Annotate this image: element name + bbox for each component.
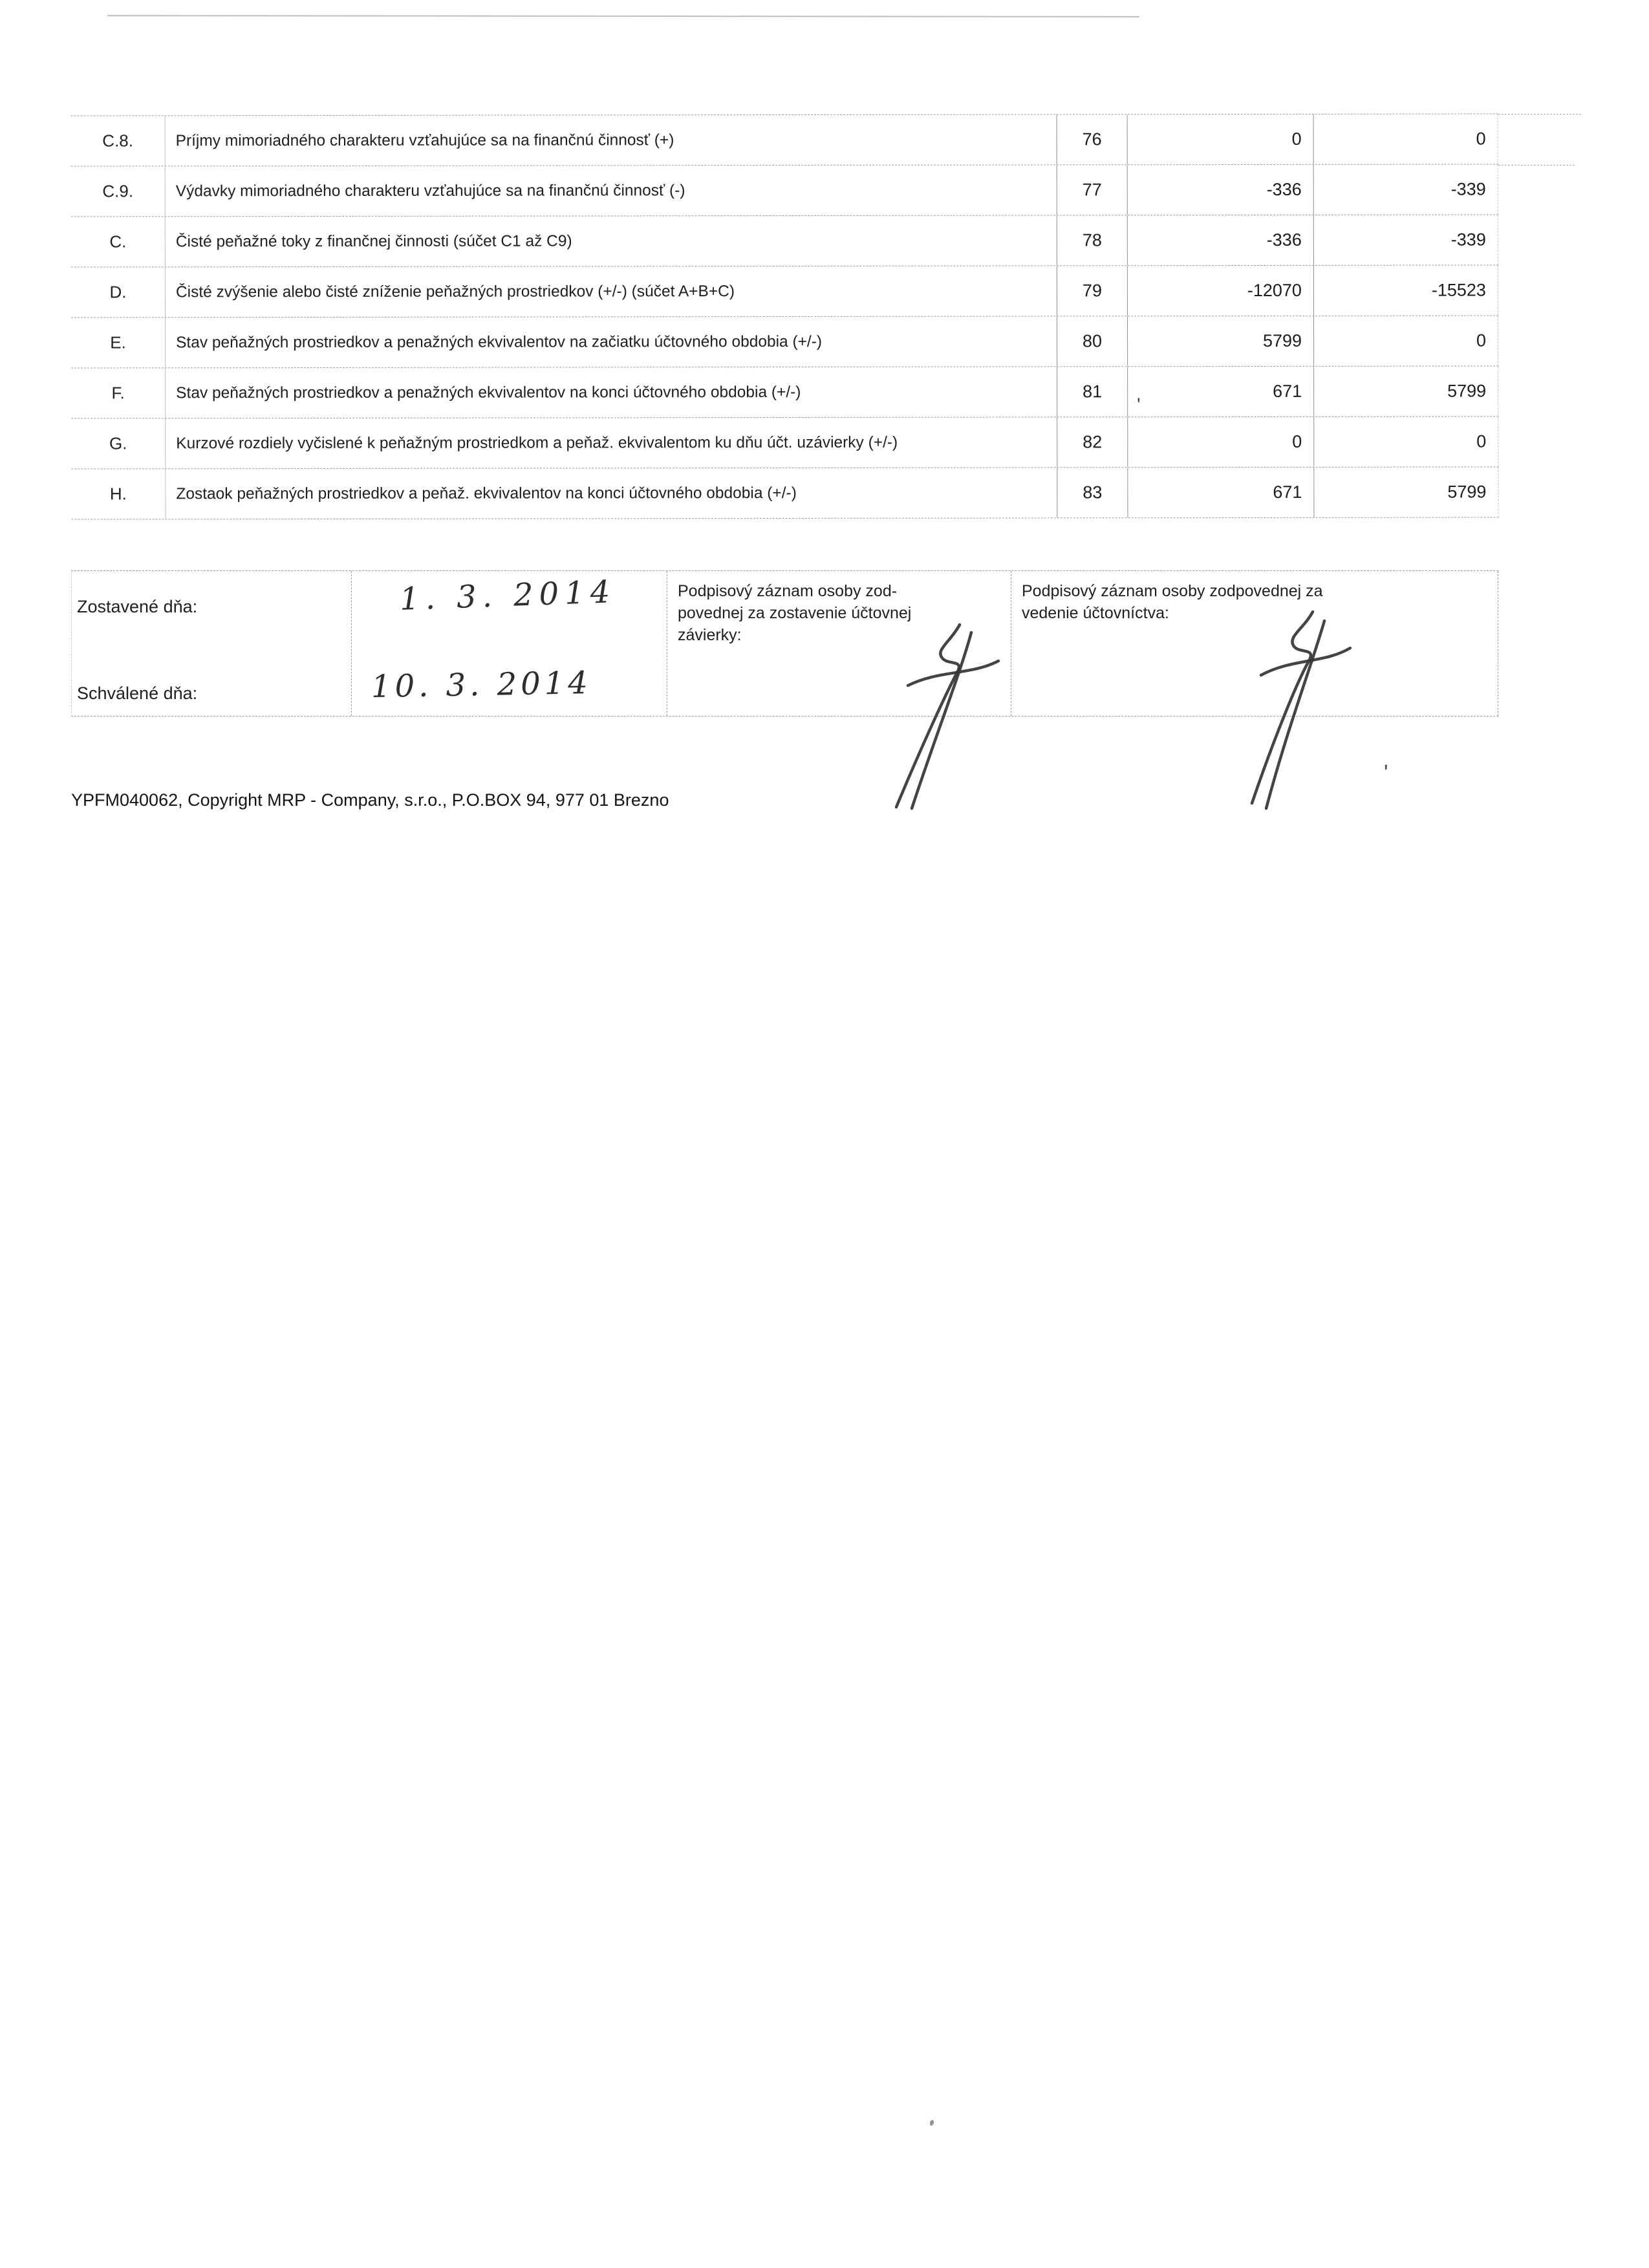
caption-line: závierky: [678, 626, 742, 644]
row-value-previous: 0 [1313, 114, 1498, 164]
footer-text: YPFM040062, Copyright MRP - Company, s.r.o., P.O.BOX 94, 977 01 Brezno [71, 790, 669, 810]
row-line-number: 77 [1057, 165, 1127, 215]
row-value-current: -336 [1127, 165, 1313, 215]
caption-line: Podpisový záznam osoby zodpovednej za [1022, 582, 1323, 600]
row-line-number: 76 [1057, 114, 1127, 164]
table-row [71, 265, 1498, 318]
row-value-previous: 0 [1313, 416, 1498, 466]
row-description: Stav peňažných prostriedkov a penažných ekvivalentov na začiatku účtovného obdobia (+/-) [165, 316, 1057, 367]
compiled-date-label: Zostavené dňa: [77, 597, 198, 616]
approved-date-handwritten: 10. 3. 2014 [371, 665, 592, 705]
row-value-previous: -15523 [1313, 265, 1498, 315]
row-label: C.9. [102, 181, 134, 201]
row-line-number: 81 [1057, 367, 1127, 416]
scan-artifact-speck [929, 2119, 935, 2126]
scan-artifact-top-line [107, 15, 1139, 17]
row-value-current: 671 [1127, 367, 1313, 416]
caption-line: povednej za zostavenie účtovnej [678, 604, 912, 622]
row-description: Stav peňažných prostriedkov a penažných ekvivalentov na konci účtovného obdobia (+/-) [165, 367, 1057, 418]
row-value-previous: -339 [1313, 164, 1498, 214]
approved-date-label: Schválené dňa: [77, 684, 198, 703]
row-value-current: 5799 [1127, 316, 1313, 366]
row-value-current: 671 [1127, 468, 1313, 517]
row-description: Čisté zvýšenie alebo čisté zníženie peňažných prostriedkov (+/-) (súčet A+B+C) [165, 266, 1057, 317]
row-value-current: 0 [1127, 114, 1313, 164]
scan-artifact-line [1498, 165, 1575, 166]
row-label: G. [109, 433, 127, 453]
row-description: Čisté peňažné toky z finančnej činnosti (súčet C1 až C9) [165, 215, 1057, 266]
row-value-previous: 0 [1313, 316, 1498, 365]
row-value-previous: 5799 [1313, 366, 1498, 416]
table-row [71, 316, 1498, 368]
row-value-current: 0 [1127, 417, 1313, 467]
scan-artifact-tick: ' [1137, 394, 1141, 416]
row-description: Výdavky mimoriadného charakteru vzťahujúce sa na finančnú činnosť (-) [165, 165, 1057, 216]
row-label: C.8. [102, 131, 133, 151]
caption-line: Podpisový záznam osoby zod- [678, 582, 898, 600]
cashflow-table [71, 113, 1499, 519]
table-row [71, 416, 1498, 469]
row-line-number: 82 [1057, 417, 1127, 467]
table-row [71, 467, 1498, 519]
table-row [71, 366, 1498, 418]
row-label: E. [110, 332, 126, 352]
table-row [71, 215, 1498, 267]
table-row [71, 114, 1498, 166]
row-line-number: 83 [1057, 468, 1127, 517]
row-label: D. [109, 282, 127, 302]
caption-line: vedenie účtovníctva: [1022, 604, 1169, 622]
row-value-current: -336 [1127, 215, 1313, 265]
row-value-previous: 5799 [1313, 467, 1498, 517]
row-description: Kurzové rozdiely vyčislené k peňažným prostriedkom a peňaž. ekvivalentom ku dňu účt. uzávierky (+/-) [165, 417, 1057, 468]
row-line-number: 78 [1057, 215, 1127, 265]
row-value-current: -12070 [1127, 266, 1313, 316]
closing-signature [874, 616, 1004, 810]
table-row [71, 164, 1498, 217]
row-line-number: 79 [1057, 266, 1127, 316]
row-description: Príjmy mimoriadného charakteru vzťahujúce sa na finančnú činnosť (+) [165, 114, 1057, 166]
row-label: F. [111, 383, 125, 403]
compiled-date-handwritten: 1. 3. 2014 [399, 574, 617, 618]
row-description: Zostaok peňažných prostriedkov a peňaž. ekvivalentov na konci účtovného obdobia (+/-) [165, 468, 1057, 519]
row-line-number: 80 [1057, 316, 1127, 366]
accounting-signature [1223, 599, 1353, 812]
scan-artifact-comma: ' [1384, 761, 1388, 785]
row-value-previous: -339 [1313, 215, 1498, 265]
dates-value-column [352, 571, 667, 716]
row-label: H. [109, 484, 127, 504]
row-label: C. [109, 232, 127, 252]
dates-label-column [72, 571, 352, 716]
